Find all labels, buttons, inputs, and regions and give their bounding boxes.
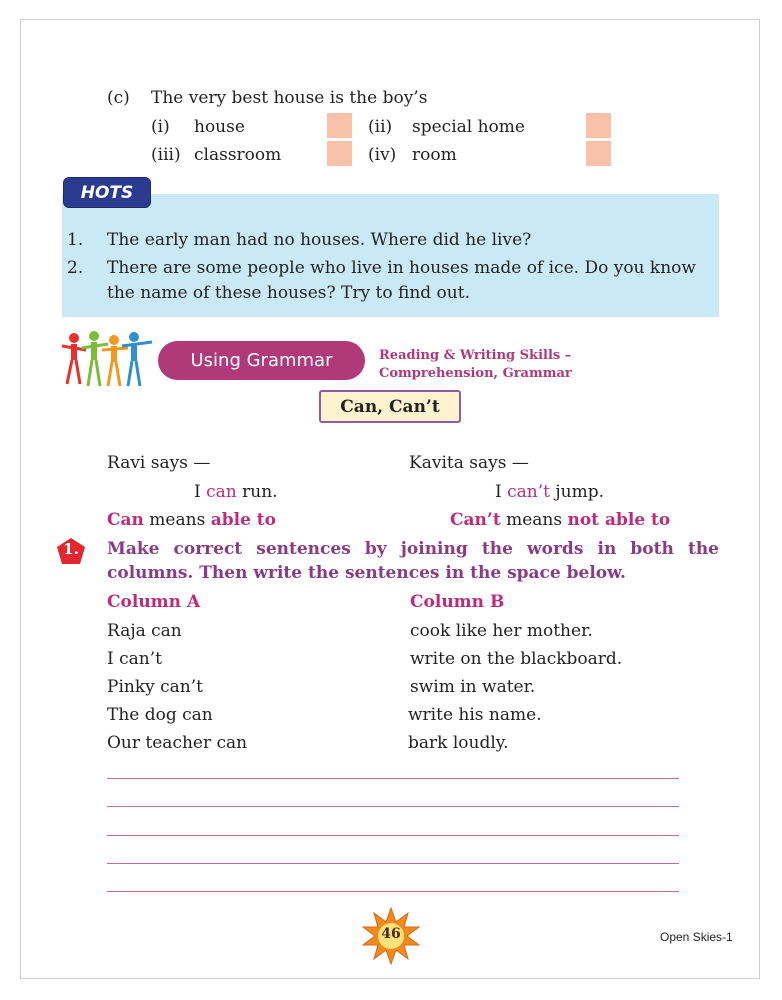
option-text: special home bbox=[412, 117, 525, 137]
writing-line[interactable] bbox=[107, 778, 679, 779]
writing-line[interactable] bbox=[107, 891, 679, 892]
right-speaker: Kavita says — bbox=[409, 453, 529, 473]
question-stem: The very best house is the boy’s bbox=[151, 88, 428, 108]
topic-title: Can, Can’t bbox=[319, 390, 461, 423]
column-b-item: write on the blackboard. bbox=[410, 649, 623, 669]
exercise-number: 1. bbox=[63, 540, 79, 558]
definition-word: Can’t bbox=[450, 510, 501, 530]
hots-item-text: There are some people who live in houses made of ice. Do you know bbox=[107, 258, 696, 278]
column-a-item: Our teacher can bbox=[107, 733, 248, 753]
column-a-item: Raja can bbox=[107, 621, 182, 641]
definition-meaning: able to bbox=[210, 510, 276, 530]
column-b-item: cook like her mother. bbox=[410, 621, 593, 641]
column-a-item: The dog can bbox=[107, 705, 213, 725]
column-b-item: bark loudly. bbox=[408, 733, 509, 753]
writing-line[interactable] bbox=[107, 806, 679, 807]
definition-meaning: not able to bbox=[567, 510, 671, 530]
example-text: I bbox=[495, 482, 508, 502]
option-text: classroom bbox=[194, 145, 282, 165]
book-title: Open Skies-1 bbox=[660, 930, 733, 944]
hots-item-num: 1. bbox=[67, 230, 84, 250]
can-definition bbox=[107, 510, 276, 530]
example-keyword: can’t bbox=[507, 482, 550, 502]
question-label: (c) bbox=[107, 88, 130, 108]
writing-line[interactable] bbox=[107, 863, 679, 864]
skills-line: Reading & Writing Skills – bbox=[379, 348, 572, 363]
definition-text: means bbox=[500, 510, 568, 530]
left-example bbox=[194, 482, 278, 502]
example-keyword: can bbox=[206, 482, 237, 502]
skills-line: Comprehension, Grammar bbox=[379, 366, 572, 381]
hots-item-text: The early man had no houses. Where did he live? bbox=[107, 230, 532, 250]
option-num: (iii) bbox=[151, 145, 181, 165]
skills-caption bbox=[379, 347, 572, 383]
column-b-header: Column B bbox=[410, 592, 505, 612]
answer-box[interactable] bbox=[586, 141, 611, 166]
example-text: jump. bbox=[549, 482, 604, 502]
option-text: room bbox=[412, 145, 457, 165]
cant-definition bbox=[450, 510, 670, 530]
option-num: (i) bbox=[151, 117, 170, 137]
hots-item-text: the name of these houses? Try to find out. bbox=[107, 283, 470, 303]
option-num: (iv) bbox=[368, 145, 397, 165]
answer-box[interactable] bbox=[327, 141, 352, 166]
answer-box[interactable] bbox=[327, 113, 352, 138]
column-a-header: Column A bbox=[107, 592, 201, 612]
right-example bbox=[495, 482, 604, 502]
example-text: I bbox=[194, 482, 207, 502]
definition-text: means bbox=[143, 510, 211, 530]
column-a-item: Pinky can’t bbox=[107, 677, 203, 697]
hots-item-num: 2. bbox=[67, 258, 84, 278]
exercise-instruction-line2: columns. Then write the sentences in the space below. bbox=[107, 563, 626, 583]
column-b-item: swim in water. bbox=[410, 677, 536, 697]
option-text: house bbox=[194, 117, 245, 137]
option-num: (ii) bbox=[368, 117, 393, 137]
exercise-instruction-line1: Make correct sentences by joining the words in both the bbox=[107, 539, 719, 559]
answer-box[interactable] bbox=[586, 113, 611, 138]
left-speaker: Ravi says — bbox=[107, 453, 211, 473]
example-text: run. bbox=[236, 482, 278, 502]
column-a-item: I can’t bbox=[107, 649, 162, 669]
writing-line[interactable] bbox=[107, 835, 679, 836]
definition-word: Can bbox=[107, 510, 144, 530]
page-number: 46 bbox=[381, 926, 401, 942]
using-grammar-banner: Using Grammar bbox=[158, 341, 365, 380]
column-b-item: write his name. bbox=[408, 705, 542, 725]
children-figures-icon bbox=[62, 330, 154, 388]
hots-tab: HOTS bbox=[63, 177, 151, 208]
